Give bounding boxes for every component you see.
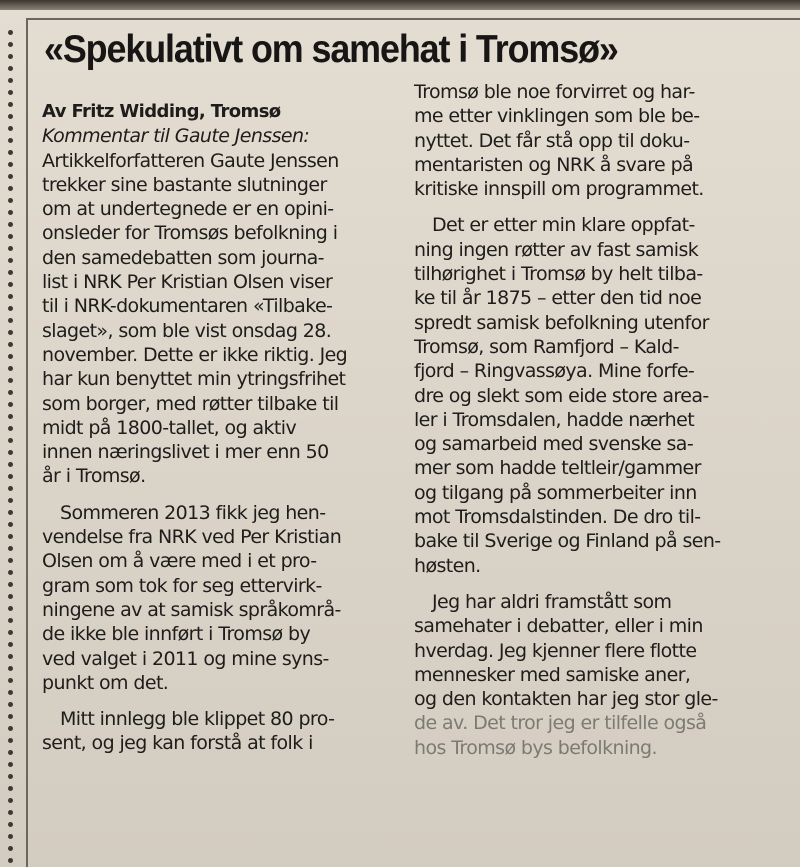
margin-dot <box>8 570 13 575</box>
margin-dot <box>8 762 13 767</box>
paragraph-line: Tromsø, som Ramfjord – Kald- <box>414 335 679 358</box>
paragraph-line: Sommeren 2013 fikk jeg hen- <box>60 501 326 524</box>
margin-dot <box>8 546 13 551</box>
margin-dot <box>8 366 13 371</box>
margin-dot <box>8 162 13 167</box>
margin-dot <box>8 210 13 215</box>
paragraph-line: mer som hadde teltleir/gammer <box>414 457 701 480</box>
margin-dot <box>8 126 13 131</box>
margin-dot <box>8 234 13 239</box>
paragraph-line: tilhørighet i Tromsø by helt tilba- <box>414 263 703 286</box>
margin-dot <box>8 342 13 347</box>
margin-dot <box>8 306 13 311</box>
margin-dot <box>8 582 13 587</box>
margin-dot <box>8 534 13 539</box>
margin-dot <box>8 318 13 323</box>
paragraph-line: har kun benyttet min ytringsfrihet <box>42 368 346 391</box>
paragraph-line: ningene av at samisk språkområ- <box>42 598 341 621</box>
paragraph-line: vendelse fra NRK ved Per Kristian <box>42 526 342 549</box>
paragraph-line: sent, og jeg kan forstå at folk i <box>42 732 313 755</box>
paragraph-line: fjord – Ringvassøya. Mine forfe- <box>414 360 695 383</box>
margin-dot <box>8 558 13 563</box>
paragraph-line: ved valget i 2011 og mine syns- <box>42 647 329 670</box>
margin-dot <box>8 54 13 59</box>
paragraph-line: punkt om det. <box>42 671 169 694</box>
paragraph-line: innen næringslivet i mer enn 50 <box>42 441 329 464</box>
margin-dot <box>8 150 13 155</box>
margin-dot <box>8 474 13 479</box>
margin-dot <box>8 510 13 515</box>
paragraph-line: november. Dette er ikke riktig. Jeg <box>42 343 348 366</box>
paragraph <box>42 707 402 756</box>
paragraph-line: som borger, med røtter tilbake til <box>42 392 339 415</box>
paragraph-line: den samedebatten som journa- <box>42 246 324 269</box>
margin-dot <box>8 114 13 119</box>
paragraph-line: me etter vinklingen som ble be- <box>414 105 700 128</box>
margin-dot <box>8 270 13 275</box>
paragraph-line: Artikkelforfatteren Gaute Jenssen <box>42 149 339 172</box>
margin-dot <box>8 786 13 791</box>
paragraph-line: bake til Sverige og Finland på sen- <box>414 530 721 553</box>
paragraph-line: Olsen om å være med i et pro- <box>42 550 317 573</box>
margin-dot <box>8 78 13 83</box>
paragraph-line: nyttet. Det får stå opp til doku- <box>414 129 690 152</box>
paragraph-line: ning ingen røtter av fast samisk <box>414 238 699 261</box>
paragraph-line: Jeg har aldri framstått som <box>432 590 672 613</box>
margin-dot <box>8 402 13 407</box>
paragraph-line: slaget», som ble vist onsdag 28. <box>42 319 332 342</box>
margin-dot <box>8 354 13 359</box>
margin-dot <box>8 618 13 623</box>
margin-dot <box>8 834 13 839</box>
margin-dot <box>8 462 13 467</box>
margin-dot <box>8 654 13 659</box>
margin-dot <box>8 678 13 683</box>
margin-dot <box>8 858 13 863</box>
paragraph-line: dre og slekt som eide store area- <box>414 384 709 407</box>
column-border-top <box>26 18 800 20</box>
margin-dot <box>8 666 13 671</box>
margin-dot <box>8 750 13 755</box>
paragraph-line: mot Tromsdalstinden. De dro til- <box>414 506 701 529</box>
margin-dot <box>8 282 13 287</box>
margin-dot <box>8 42 13 47</box>
margin-dot <box>8 426 13 431</box>
paragraph-line: onsleder for Tromsøs befolkning i <box>42 222 338 245</box>
margin-dot <box>8 522 13 527</box>
margin-dot <box>8 738 13 743</box>
paragraph-line: ler i Tromsdalen, hadde nærhet <box>414 408 695 431</box>
margin-dot <box>8 594 13 599</box>
margin-dot <box>8 294 13 299</box>
margin-dot <box>8 138 13 143</box>
margin-dot <box>8 258 13 263</box>
paragraph-line: midt på 1800-tallet, og aktiv <box>42 416 297 439</box>
margin-dot <box>8 822 13 827</box>
paragraph-line: kritiske innspill om programmet. <box>414 178 704 201</box>
paragraph-line: Det er etter min klare oppfat- <box>432 214 695 237</box>
margin-dot <box>8 222 13 227</box>
paragraph-line: trekker sine bastante slutninger <box>42 173 327 196</box>
margin-dot <box>8 246 13 251</box>
margin-dot <box>8 846 13 851</box>
paragraph <box>414 80 800 201</box>
margin-dot <box>8 330 13 335</box>
margin-dot <box>8 198 13 203</box>
paragraph-line: mennesker med samiske aner, <box>414 663 691 686</box>
paragraph-line: ke til år 1875 – etter den tid noe <box>414 287 702 310</box>
paragraph-line: høsten. <box>414 554 481 577</box>
paragraph <box>414 590 800 760</box>
margin-dot <box>8 102 13 107</box>
article-headline: «Spekulativt om samehat i Tromsø» <box>44 28 618 71</box>
paragraph <box>42 501 402 695</box>
paragraph-line: gram som tok for seg ettervirk- <box>42 574 322 597</box>
margin-dot <box>8 606 13 611</box>
margin-dot <box>8 66 13 71</box>
margin-dot <box>8 810 13 815</box>
margin-dot <box>8 702 13 707</box>
margin-dot <box>8 378 13 383</box>
margin-dot <box>8 726 13 731</box>
article-byline: Av Fritz Widding, Tromsø <box>42 101 281 122</box>
paragraph <box>414 213 800 577</box>
paragraph-line: til i NRK-dokumentaren «Tilbake- <box>42 295 333 318</box>
margin-dot <box>8 90 13 95</box>
margin-dot <box>8 498 13 503</box>
paragraph-line: de av. Det tror jeg er tilfelle også <box>414 712 707 735</box>
paragraph-line: og samarbeid med svenske sa- <box>414 433 694 456</box>
dotted-margin-rule <box>8 30 16 860</box>
margin-dot <box>8 714 13 719</box>
paragraph-line: og tilgang på sommerbeiter inn <box>414 481 697 504</box>
article-subtitle: Kommentar til Gaute Jenssen: <box>42 125 310 148</box>
margin-dot <box>8 414 13 419</box>
column-border-left <box>26 18 28 867</box>
paragraph-line: hverdag. Jeg kjenner flere flotte <box>414 639 697 662</box>
margin-dot <box>8 174 13 179</box>
margin-dot <box>8 774 13 779</box>
paragraph-line: år i Tromsø. <box>42 465 146 488</box>
paragraph-line: Tromsø ble noe forvirret og har- <box>414 81 695 103</box>
margin-dot <box>8 630 13 635</box>
paragraph-line: Mitt innlegg ble klippet 80 pro- <box>60 708 335 731</box>
paragraph <box>42 149 402 489</box>
margin-dot <box>8 798 13 803</box>
article-column-right <box>414 80 800 760</box>
paragraph-line: list i NRK Per Kristian Olsen viser <box>42 271 333 294</box>
paragraph-line: om at undertegnede er en opini- <box>42 198 334 221</box>
paragraph-line: samehater i debatter, eller i min <box>414 615 703 638</box>
margin-dot <box>8 486 13 491</box>
margin-dot <box>8 642 13 647</box>
paragraph-line: mentaristen og NRK å svare på <box>414 153 694 176</box>
margin-dot <box>8 690 13 695</box>
margin-dot <box>8 450 13 455</box>
paragraph-line: hos Tromsø bys befolkning. <box>414 736 657 759</box>
paragraph-line: og den kontakten har jeg stor gle- <box>414 688 718 711</box>
article-column-left <box>42 100 402 756</box>
margin-dot <box>8 186 13 191</box>
page-top-edge <box>0 0 800 10</box>
paragraph-line: spredt samisk befolkning utenfor <box>414 311 709 334</box>
margin-dot <box>8 30 13 35</box>
margin-dot <box>8 438 13 443</box>
margin-dot <box>8 390 13 395</box>
paragraph-line: de ikke ble innført i Tromsø by <box>42 623 311 646</box>
